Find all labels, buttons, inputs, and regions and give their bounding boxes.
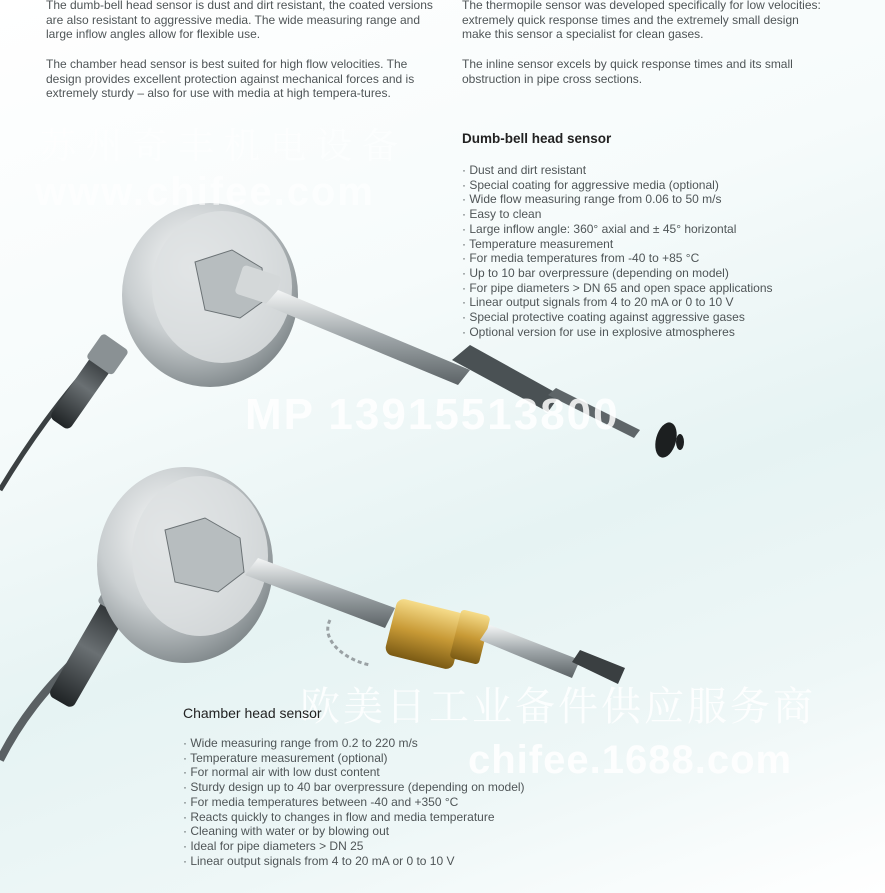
spec-item: · Sturdy design up to 40 bar overpressure (depending on model) [183,780,543,795]
dumbbell-spec-list [462,163,842,339]
spec-item: · For media temperatures between -40 and +350 °C [183,795,543,810]
spec-item: · For pipe diameters > DN 65 and open space applications [462,281,842,296]
chamber-heading: Chamber head sensor [183,705,322,721]
spec-item: · Temperature measurement [462,237,842,252]
spec-item: · For normal air with low dust content [183,765,543,780]
dumbbell-heading: Dumb-bell head sensor [462,131,612,146]
spec-item: · Up to 10 bar overpressure (depending on model) [462,266,842,281]
spec-item: · For media temperatures from -40 to +85 °C [462,251,842,266]
watermark-chinese-top: 苏州奇丰机电设备 [40,126,409,167]
intro-thermopile-paragraph: The thermopile sensor was developed specifically for low velocities: extremely quick response times and the extremely small design make this sensor a specialist for clean gases. [462,0,821,42]
intro-chamber-paragraph: The chamber head sensor is best suited for high flow velocities. The design provides excellent protection against mechanical forces and is extremely sturdy – also for use with media at high tempera-tures. [46,57,415,101]
spec-item: · Special coating for aggressive media (optional) [462,178,842,193]
spec-item: · Wide flow measuring range from 0.06 to 50 m/s [462,192,842,207]
spec-item: · Cleaning with water or by blowing out [183,824,543,839]
intro-dumbbell-paragraph: The dumb-bell head sensor is dust and dirt resistant, the coated versions are also resistant to aggressive media. The wide measuring range and large inflow angles allow for flexible use. [46,0,433,42]
spec-item: · Linear output signals from 4 to 20 mA or 0 to 10 V [183,854,543,869]
watermark-url-top: www.chifee.com [35,170,375,214]
spec-item: · Ideal for pipe diameters > DN 25 [183,839,543,854]
watermark-chinese-bottom: 欧美日工业备件供应服务商 [300,684,816,730]
intro-inline-paragraph: The inline sensor excels by quick response times and its small obstruction in pipe cross sections. [462,57,793,86]
spec-item: · Easy to clean [462,207,842,222]
spec-item: · Temperature measurement (optional) [183,751,543,766]
spec-item: · Linear output signals from 4 to 20 mA or 0 to 10 V [462,295,842,310]
spec-item: · Dust and dirt resistant [462,163,842,178]
spec-item: · Optional version for use in explosive atmospheres [462,325,842,340]
spec-item: · Large inflow angle: 360° axial and ± 45° horizontal [462,222,842,237]
watermark-phone: MP 13915513800 [245,390,620,439]
spec-item: · Special protective coating against aggressive gases [462,310,842,325]
chamber-spec-list [183,736,543,868]
watermark-url-bottom: chifee.1688.com [468,738,793,782]
spec-item: · Reacts quickly to changes in flow and media temperature [183,810,543,825]
spec-item: · Wide measuring range from 0.2 to 220 m/s [183,736,543,751]
